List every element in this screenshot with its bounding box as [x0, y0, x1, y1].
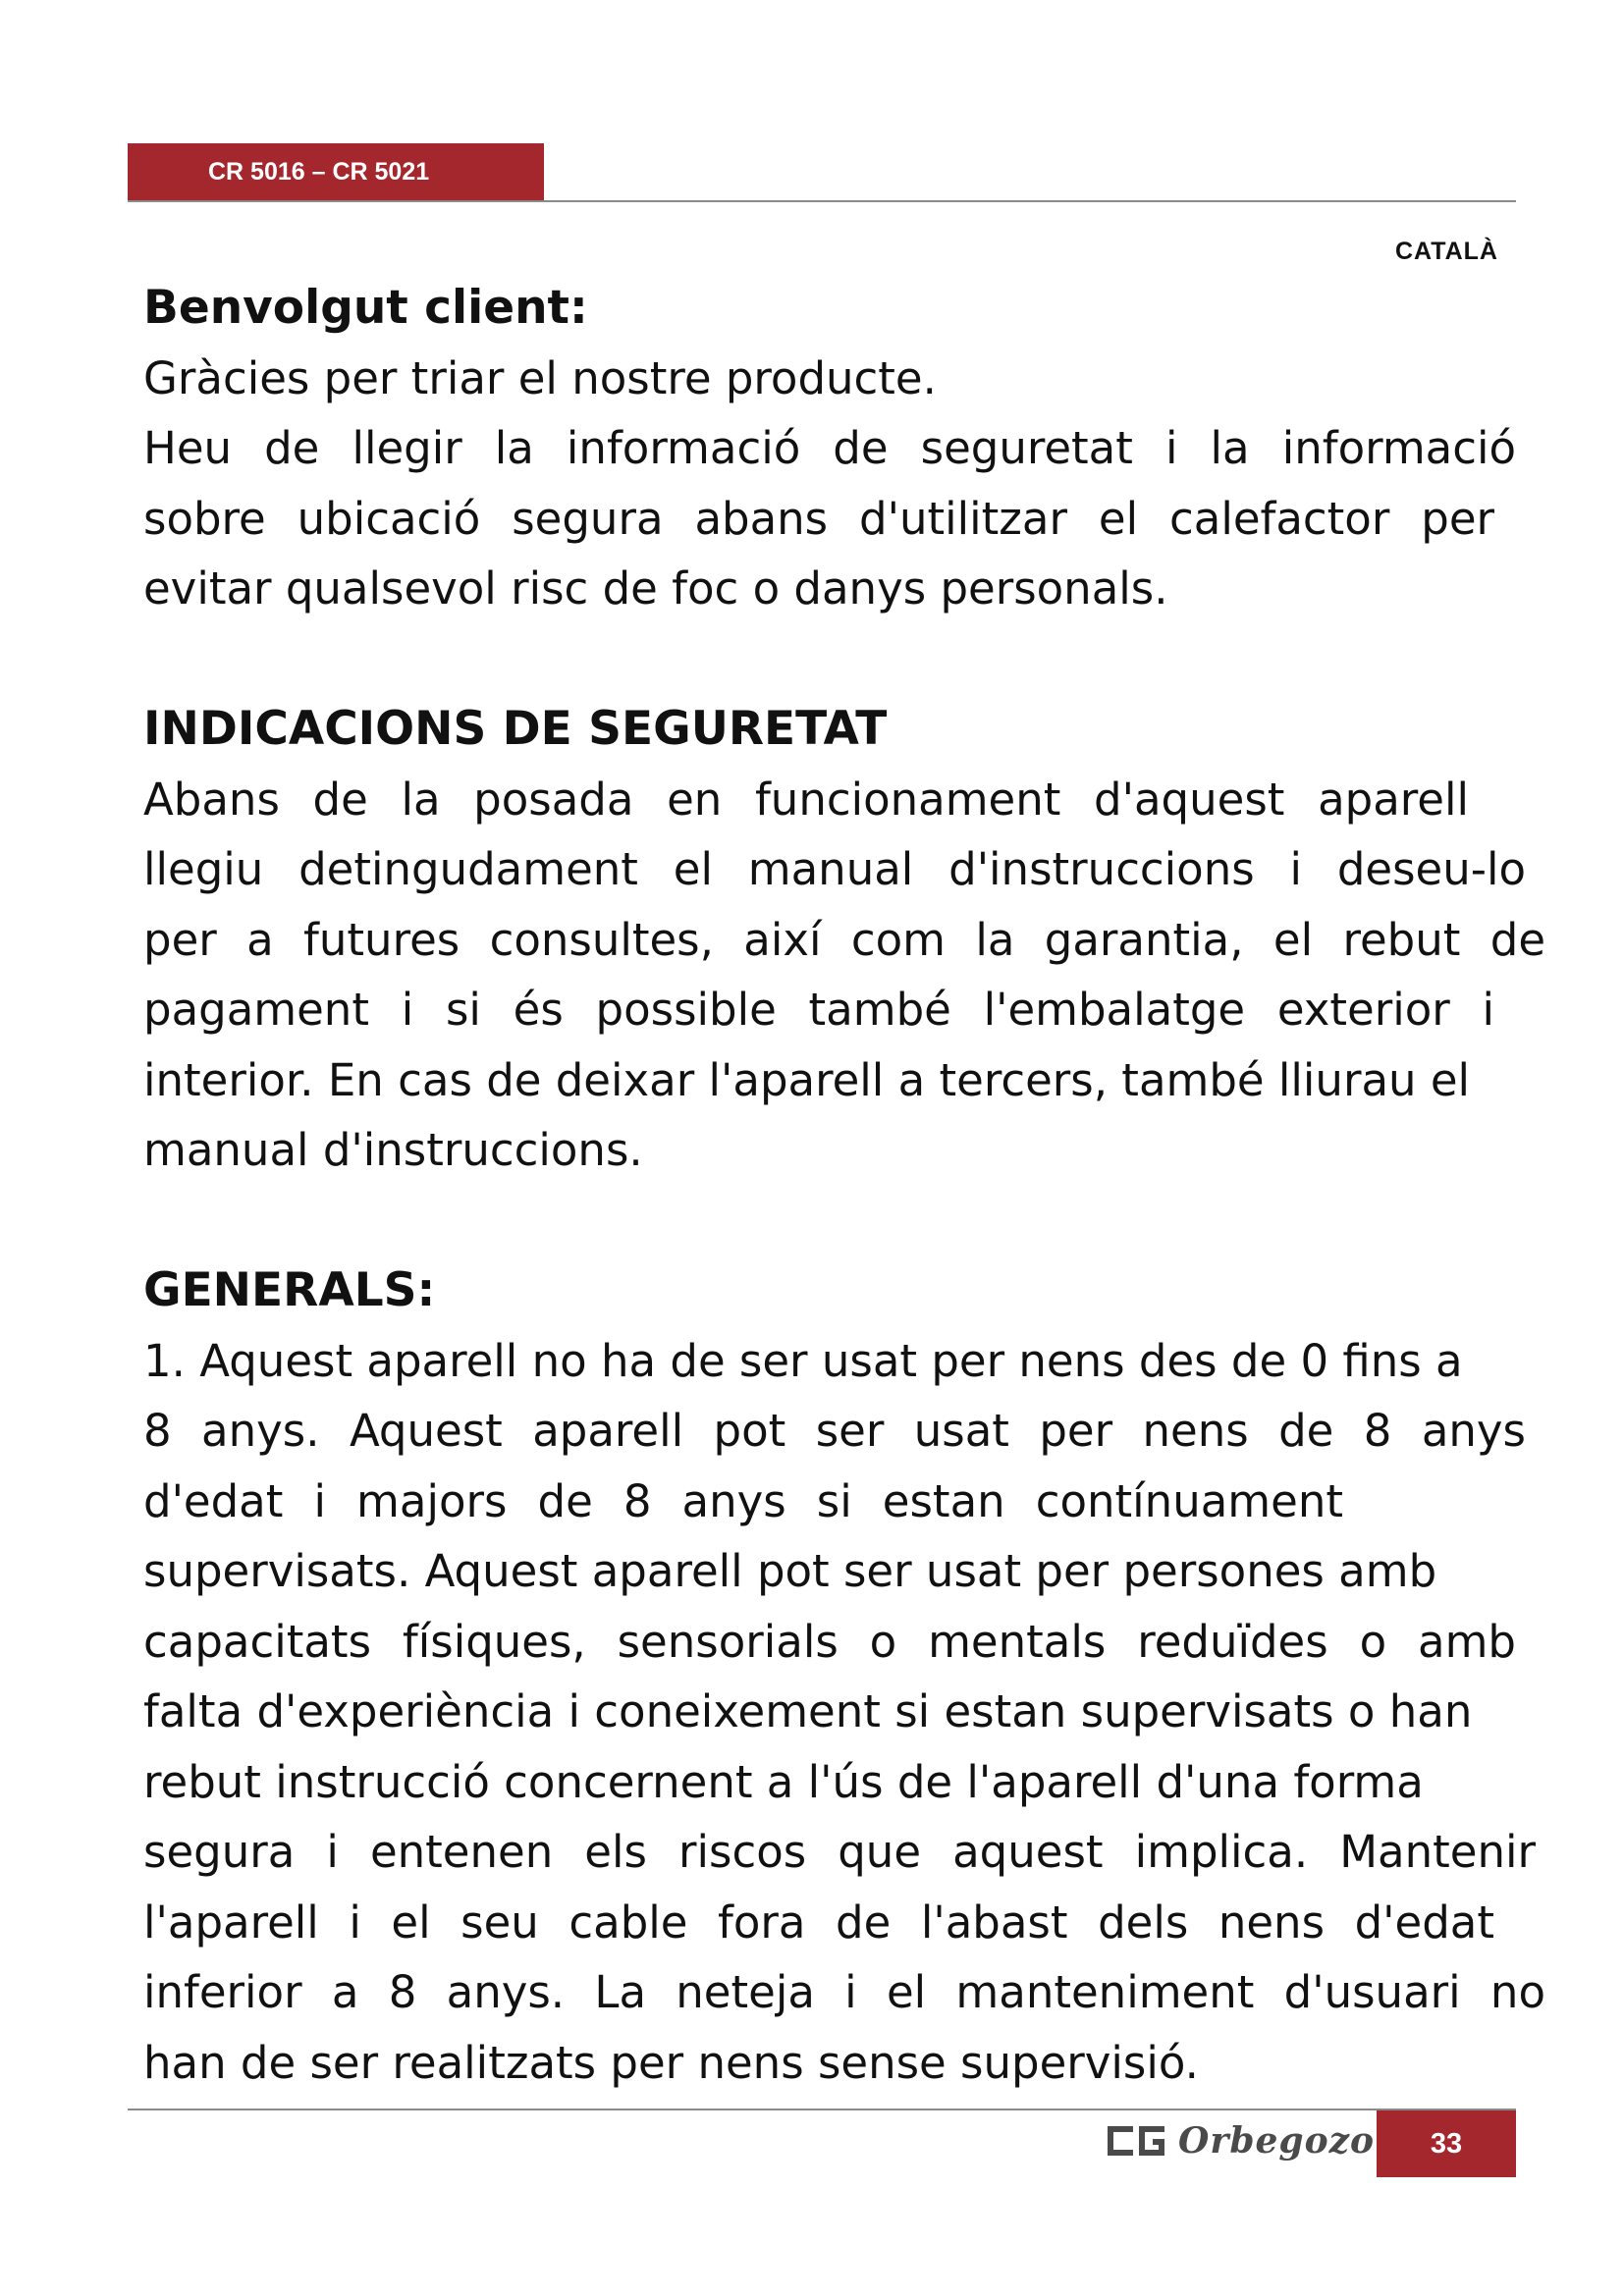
general-line-9: l'aparell i el seu cable fora de l'abast dels nens d'edat [143, 1896, 1494, 1949]
general-line-11: han de ser realitzats per nens sense supervisió. [143, 2036, 1199, 2089]
language-label: CATALÀ [1394, 238, 1498, 265]
general-line-10: inferior a 8 anys. La neteja i el manteniment d'usuari no [143, 1966, 1545, 2018]
safety-line-2: llegiu detingudament el manual d'instruccions i deseu-lo [143, 843, 1526, 895]
general-line-8: segura i entenen els riscos que aquest implica. Mantenir [143, 1826, 1536, 1878]
safety-line-5: interior. En cas de deixar l'aparell a tercers, també lliurau el [143, 1053, 1471, 1106]
brand-name: Orbegozo [1178, 2120, 1376, 2162]
page-number-box [1377, 2110, 1516, 2177]
safety-line-1: Abans de la posada en funcionament d'aquest aparell [143, 773, 1469, 826]
model-label: CR 5016 – CR 5021 [208, 158, 430, 186]
section-gap [143, 1186, 1547, 1256]
general-line-3: d'edat i majors de 8 anys si estan contínuament [143, 1474, 1343, 1527]
section-gap [143, 624, 1547, 695]
header-divider [128, 200, 1516, 202]
greeting-title: Benvolgut client: [143, 281, 588, 335]
page-number: 33 [1430, 2128, 1463, 2160]
general-line-1: 1. Aquest aparell no ha de ser usat per nens des de 0 fins a [143, 1334, 1463, 1387]
safety-line-3: per a futures consultes, així com la garantia, el rebut de [143, 913, 1545, 966]
general-line-5: capacitats físiques, sensorials o mentals reduïdes o amb [143, 1615, 1516, 1668]
model-header-tab [128, 143, 544, 200]
footer-divider [128, 2109, 1516, 2110]
general-line-6: falta d'experiència i coneixement si estan supervisats o han [143, 1685, 1473, 1737]
thanks-line: Gràcies per triar el nostre producte. [143, 351, 937, 404]
general-line-4: supervisats. Aquest aparell pot ser usat per persones amb [143, 1545, 1437, 1597]
safety-title: INDICACIONS DE SEGURETAT [143, 702, 888, 756]
general-title: GENERALS: [143, 1263, 436, 1317]
intro-line-1: Heu de llegir la informació de seguretat i la informació [143, 422, 1516, 474]
safety-line-6: manual d'instruccions. [143, 1124, 643, 1176]
brand-logo [1108, 2118, 1375, 2163]
general-line-7: rebut instrucció concernent a l'ús de l'aparell d'una forma [143, 1755, 1424, 1808]
brand-mark-icon [1108, 2126, 1164, 2156]
general-line-2: 8 anys. Aquest aparell pot ser usat per nens de 8 anys [143, 1405, 1526, 1457]
intro-line-2: sobre ubicació segura abans d'utilitzar el calefactor per [143, 492, 1494, 545]
safety-line-4: pagament i si és possible també l'embalatge exterior i [143, 984, 1494, 1036]
intro-line-3: evitar qualsevol risc de foc o danys personals. [143, 562, 1168, 614]
page-content [143, 273, 1547, 2098]
